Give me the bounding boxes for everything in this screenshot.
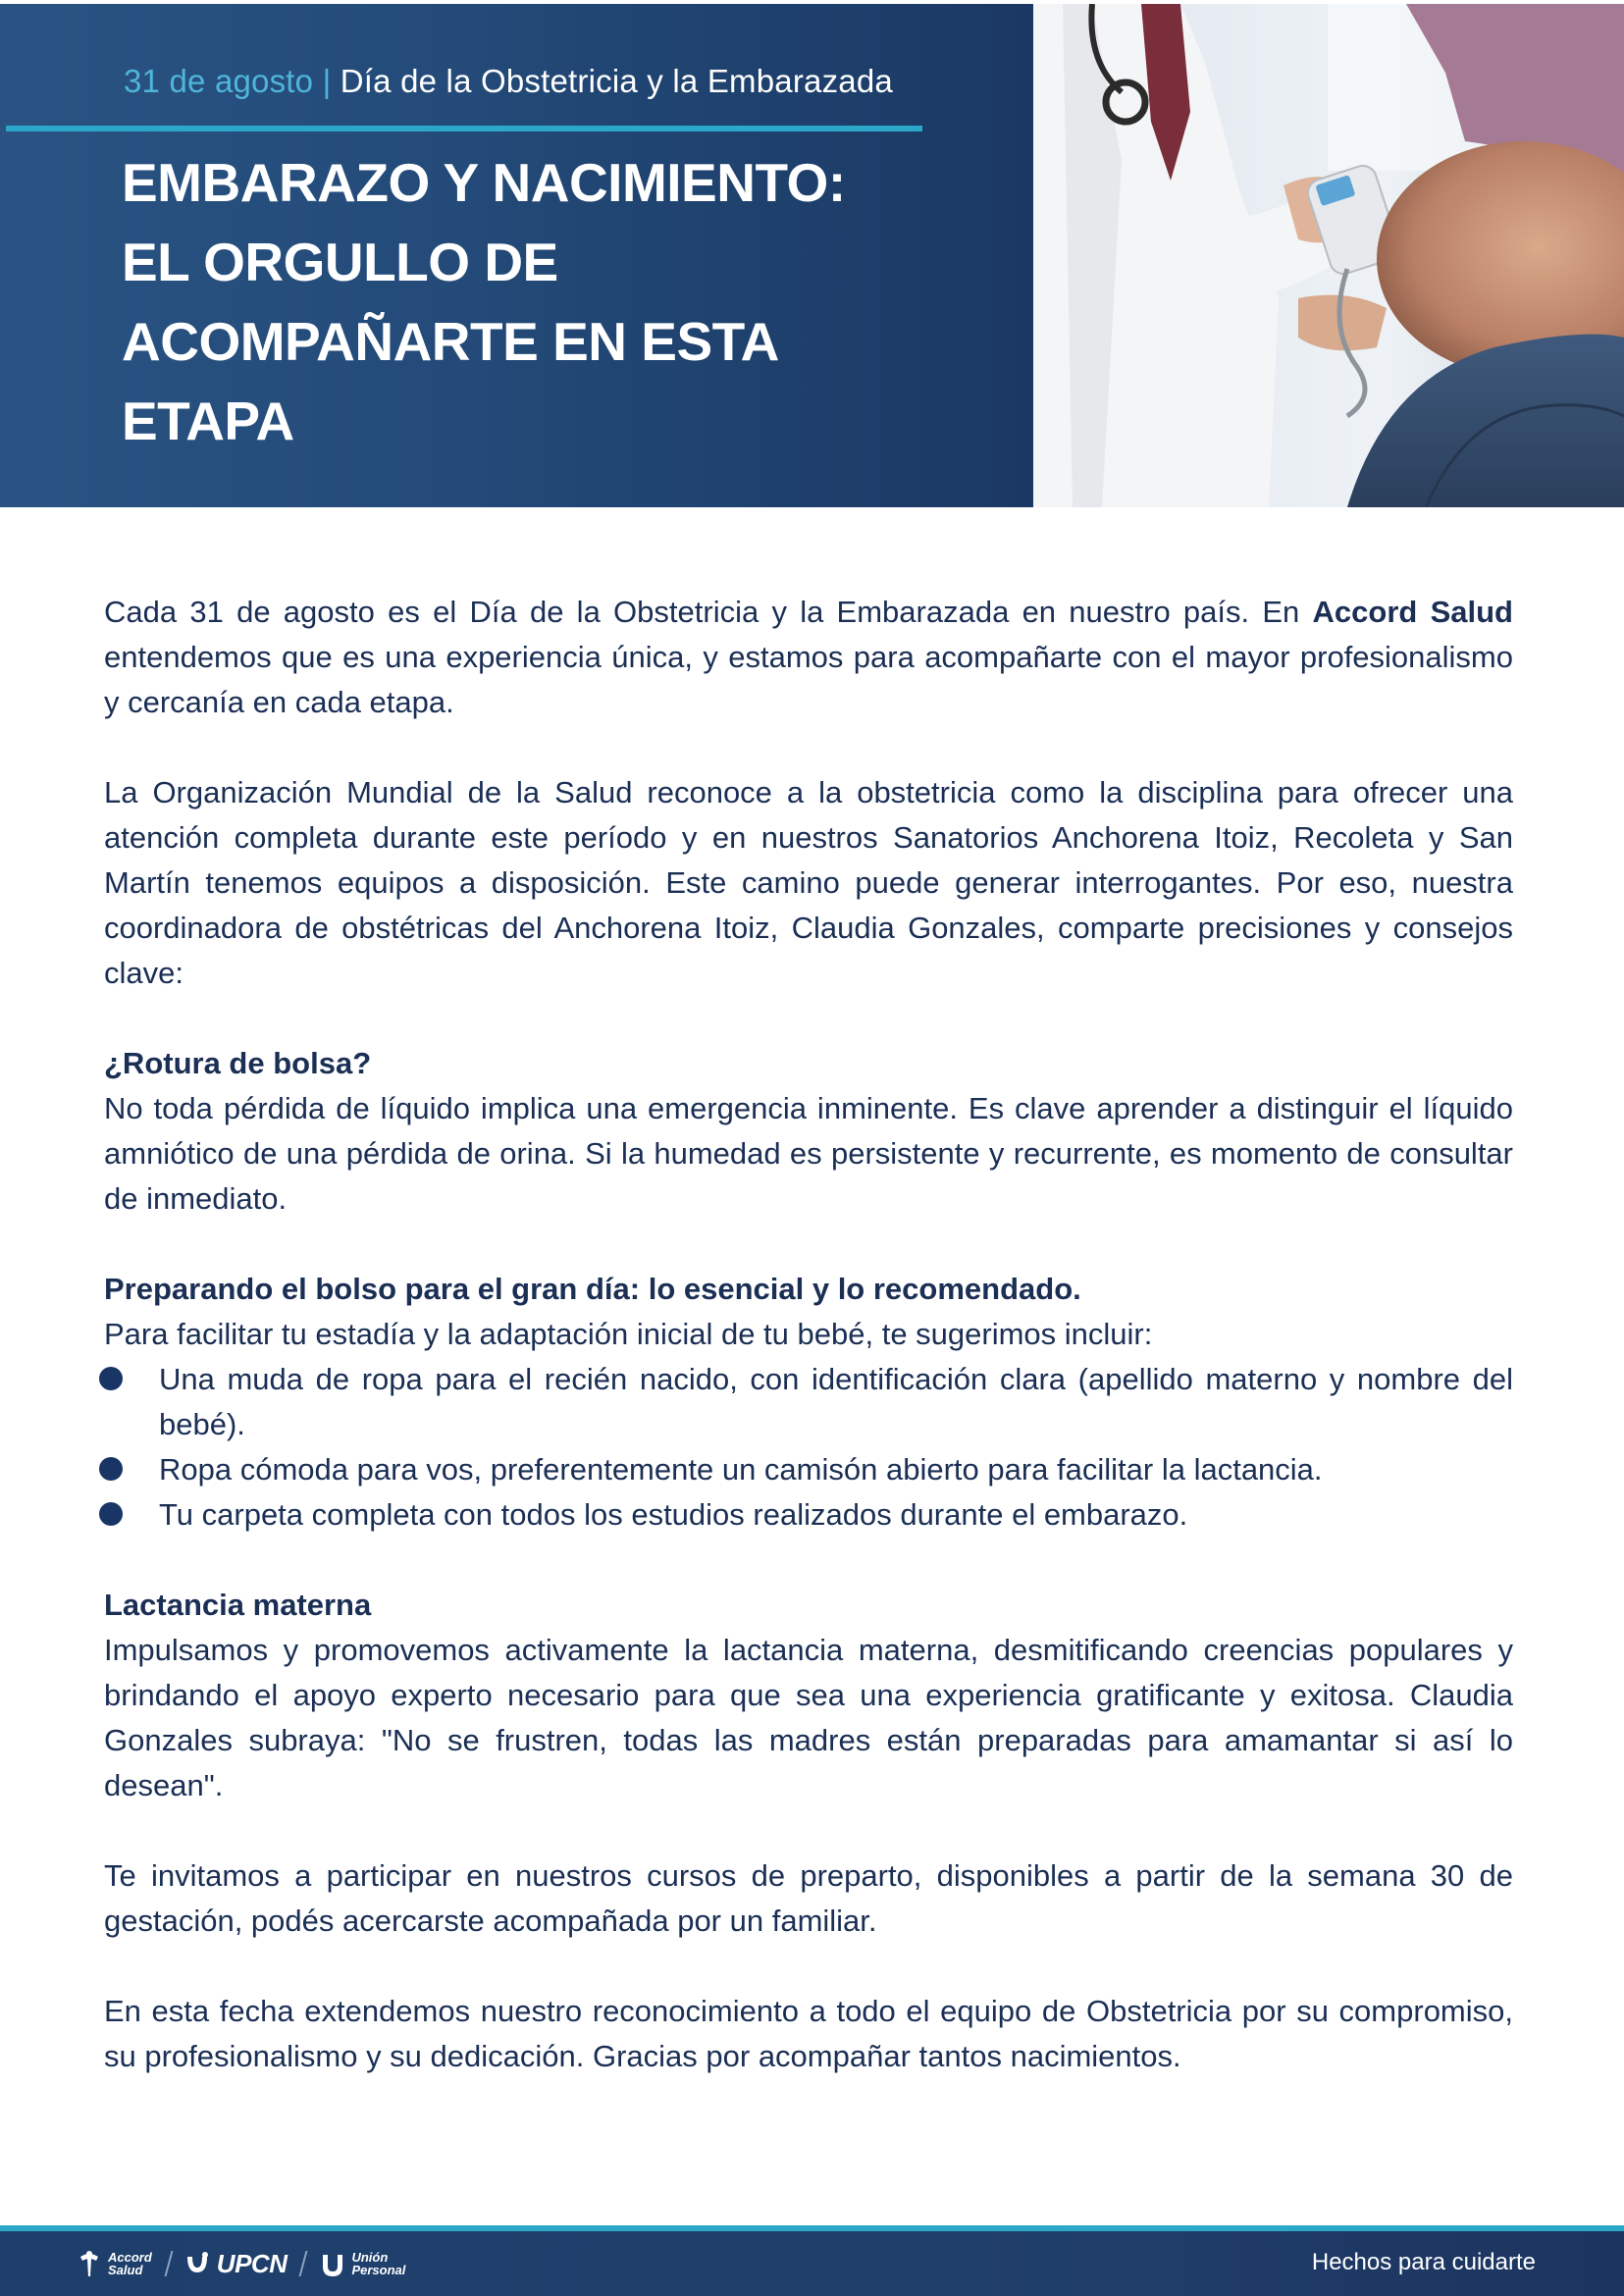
bolso-intro: Para facilitar tu estadía y la adaptación inicial de tu bebé, te sugerimos incluir:: [104, 1317, 1153, 1351]
event-occasion: Día de la Obstetricia y la Embarazada: [340, 63, 893, 99]
intro-text: Cada 31 de agosto es el Día de la Obstetricia y la Embarazada en nuestro país. En: [104, 595, 1313, 629]
accord-salud-wordmark: Accord Salud: [108, 2250, 152, 2277]
date-separator: |: [322, 63, 332, 99]
intro-paragraph: [104, 590, 1513, 725]
rotura-heading: ¿Rotura de bolsa?: [104, 1046, 372, 1080]
hero-header: [0, 4, 1624, 507]
closing-paragraph: En esta fecha extendemos nuestro reconocimiento a todo el equipo de Obstetricia por su compromiso, su profesionalismo y su dedicación. Gracias por acompañar tantos nacimientos.: [104, 1994, 1513, 2073]
lactancia-heading: Lactancia materna: [104, 1588, 372, 1622]
page-title: [122, 143, 1005, 461]
list-item: [104, 1447, 1513, 1492]
hero-photo: [1033, 4, 1624, 507]
logo-divider: [299, 2251, 308, 2276]
title-line: ACOMPAÑARTE EN ESTA: [122, 311, 779, 372]
bullet-dot-icon: [99, 1502, 123, 1526]
upcn-logo: [185, 2249, 288, 2279]
upcn-wordmark: UPCN: [216, 2248, 288, 2278]
event-date: 31 de agosto: [124, 63, 314, 99]
doctor-doppler-photo-illustration: [1033, 4, 1624, 507]
union-personal-wordmark: Unión Personal: [351, 2250, 406, 2277]
title-line: EL ORGULLO DE: [122, 232, 558, 292]
lactancia-paragraph: Impulsamos y promovemos activamente la lactancia materna, desmitificando creencias populares y brindando el apoyo experto necesario para que sea una experiencia gratificante y exitosa. Claudia Gonzales subraya: "No se frustren, todas las madres están preparadas para amamantar si así lo desean".: [104, 1633, 1513, 1802]
title-line: ETAPA: [122, 391, 294, 451]
article-body: [104, 590, 1513, 2079]
list-item-text: Ropa cómoda para vos, preferentemente un camisón abierto para facilitar la lactancia.: [159, 1452, 1323, 1487]
union-personal-logo-icon: [320, 2249, 345, 2278]
union-personal-logo: [320, 2249, 405, 2278]
bullet-dot-icon: [99, 1457, 123, 1481]
list-item: [104, 1357, 1513, 1447]
cursos-paragraph: Te invitamos a participar en nuestros cursos de preparto, disponibles a partir de la semana 30 de gestación, podés acercarste acompañada por un familiar.: [104, 1858, 1513, 1938]
brand-name: Accord Salud: [1312, 595, 1513, 629]
hero-title-panel: [0, 4, 1033, 507]
accord-salud-logo: [77, 2249, 152, 2278]
partner-logos: [77, 2245, 405, 2282]
bullet-dot-icon: [99, 1367, 123, 1390]
header-accent-rule: [6, 126, 922, 131]
rotura-paragraph: No toda pérdida de líquido implica una emergencia inminente. Es clave aprender a distinguir el líquido amniótico de una pérdida de orina. Si la humedad es persistente y recurrente, es momento de consultar de inmediato.: [104, 1091, 1513, 1216]
intro-text-continued: entendemos que es una experiencia única, y estamos para acompañarte con el mayor profesionalismo y cercanía en cada etapa.: [104, 640, 1513, 719]
logo-divider: [164, 2251, 173, 2276]
list-item-text: Tu carpeta completa con todos los estudios realizados durante el embarazo.: [159, 1497, 1188, 1532]
date-line: [124, 63, 893, 100]
list-item: [104, 1492, 1513, 1538]
footer-tagline: Hechos para cuidarte: [1311, 2249, 1536, 2275]
accord-salud-logo-icon: [77, 2249, 102, 2278]
bolso-list: [104, 1357, 1513, 1538]
upcn-logo-icon: [185, 2249, 211, 2278]
page-footer: [0, 2231, 1624, 2296]
bolso-heading: Preparando el bolso para el gran día: lo esencial y lo recomendado.: [104, 1272, 1081, 1306]
title-line: EMBARAZO Y NACIMIENTO:: [122, 152, 846, 213]
list-item-text: Una muda de ropa para el recién nacido, con identificación clara (apellido materno y nombre del bebé).: [159, 1362, 1513, 1441]
oms-paragraph: La Organización Mundial de la Salud reconoce a la obstetricia como la disciplina para ofrecer una atención completa durante este período y en nuestros Sanatorios Anchorena Itoiz, Recoleta y San Martín tenemos equipos a disposición. Este camino puede generar interrogantes. Por eso, nuestra coordinadora de obstétricas del Anchorena Itoiz, Claudia Gonzales, comparte precisiones y consejos clave:: [104, 775, 1513, 990]
